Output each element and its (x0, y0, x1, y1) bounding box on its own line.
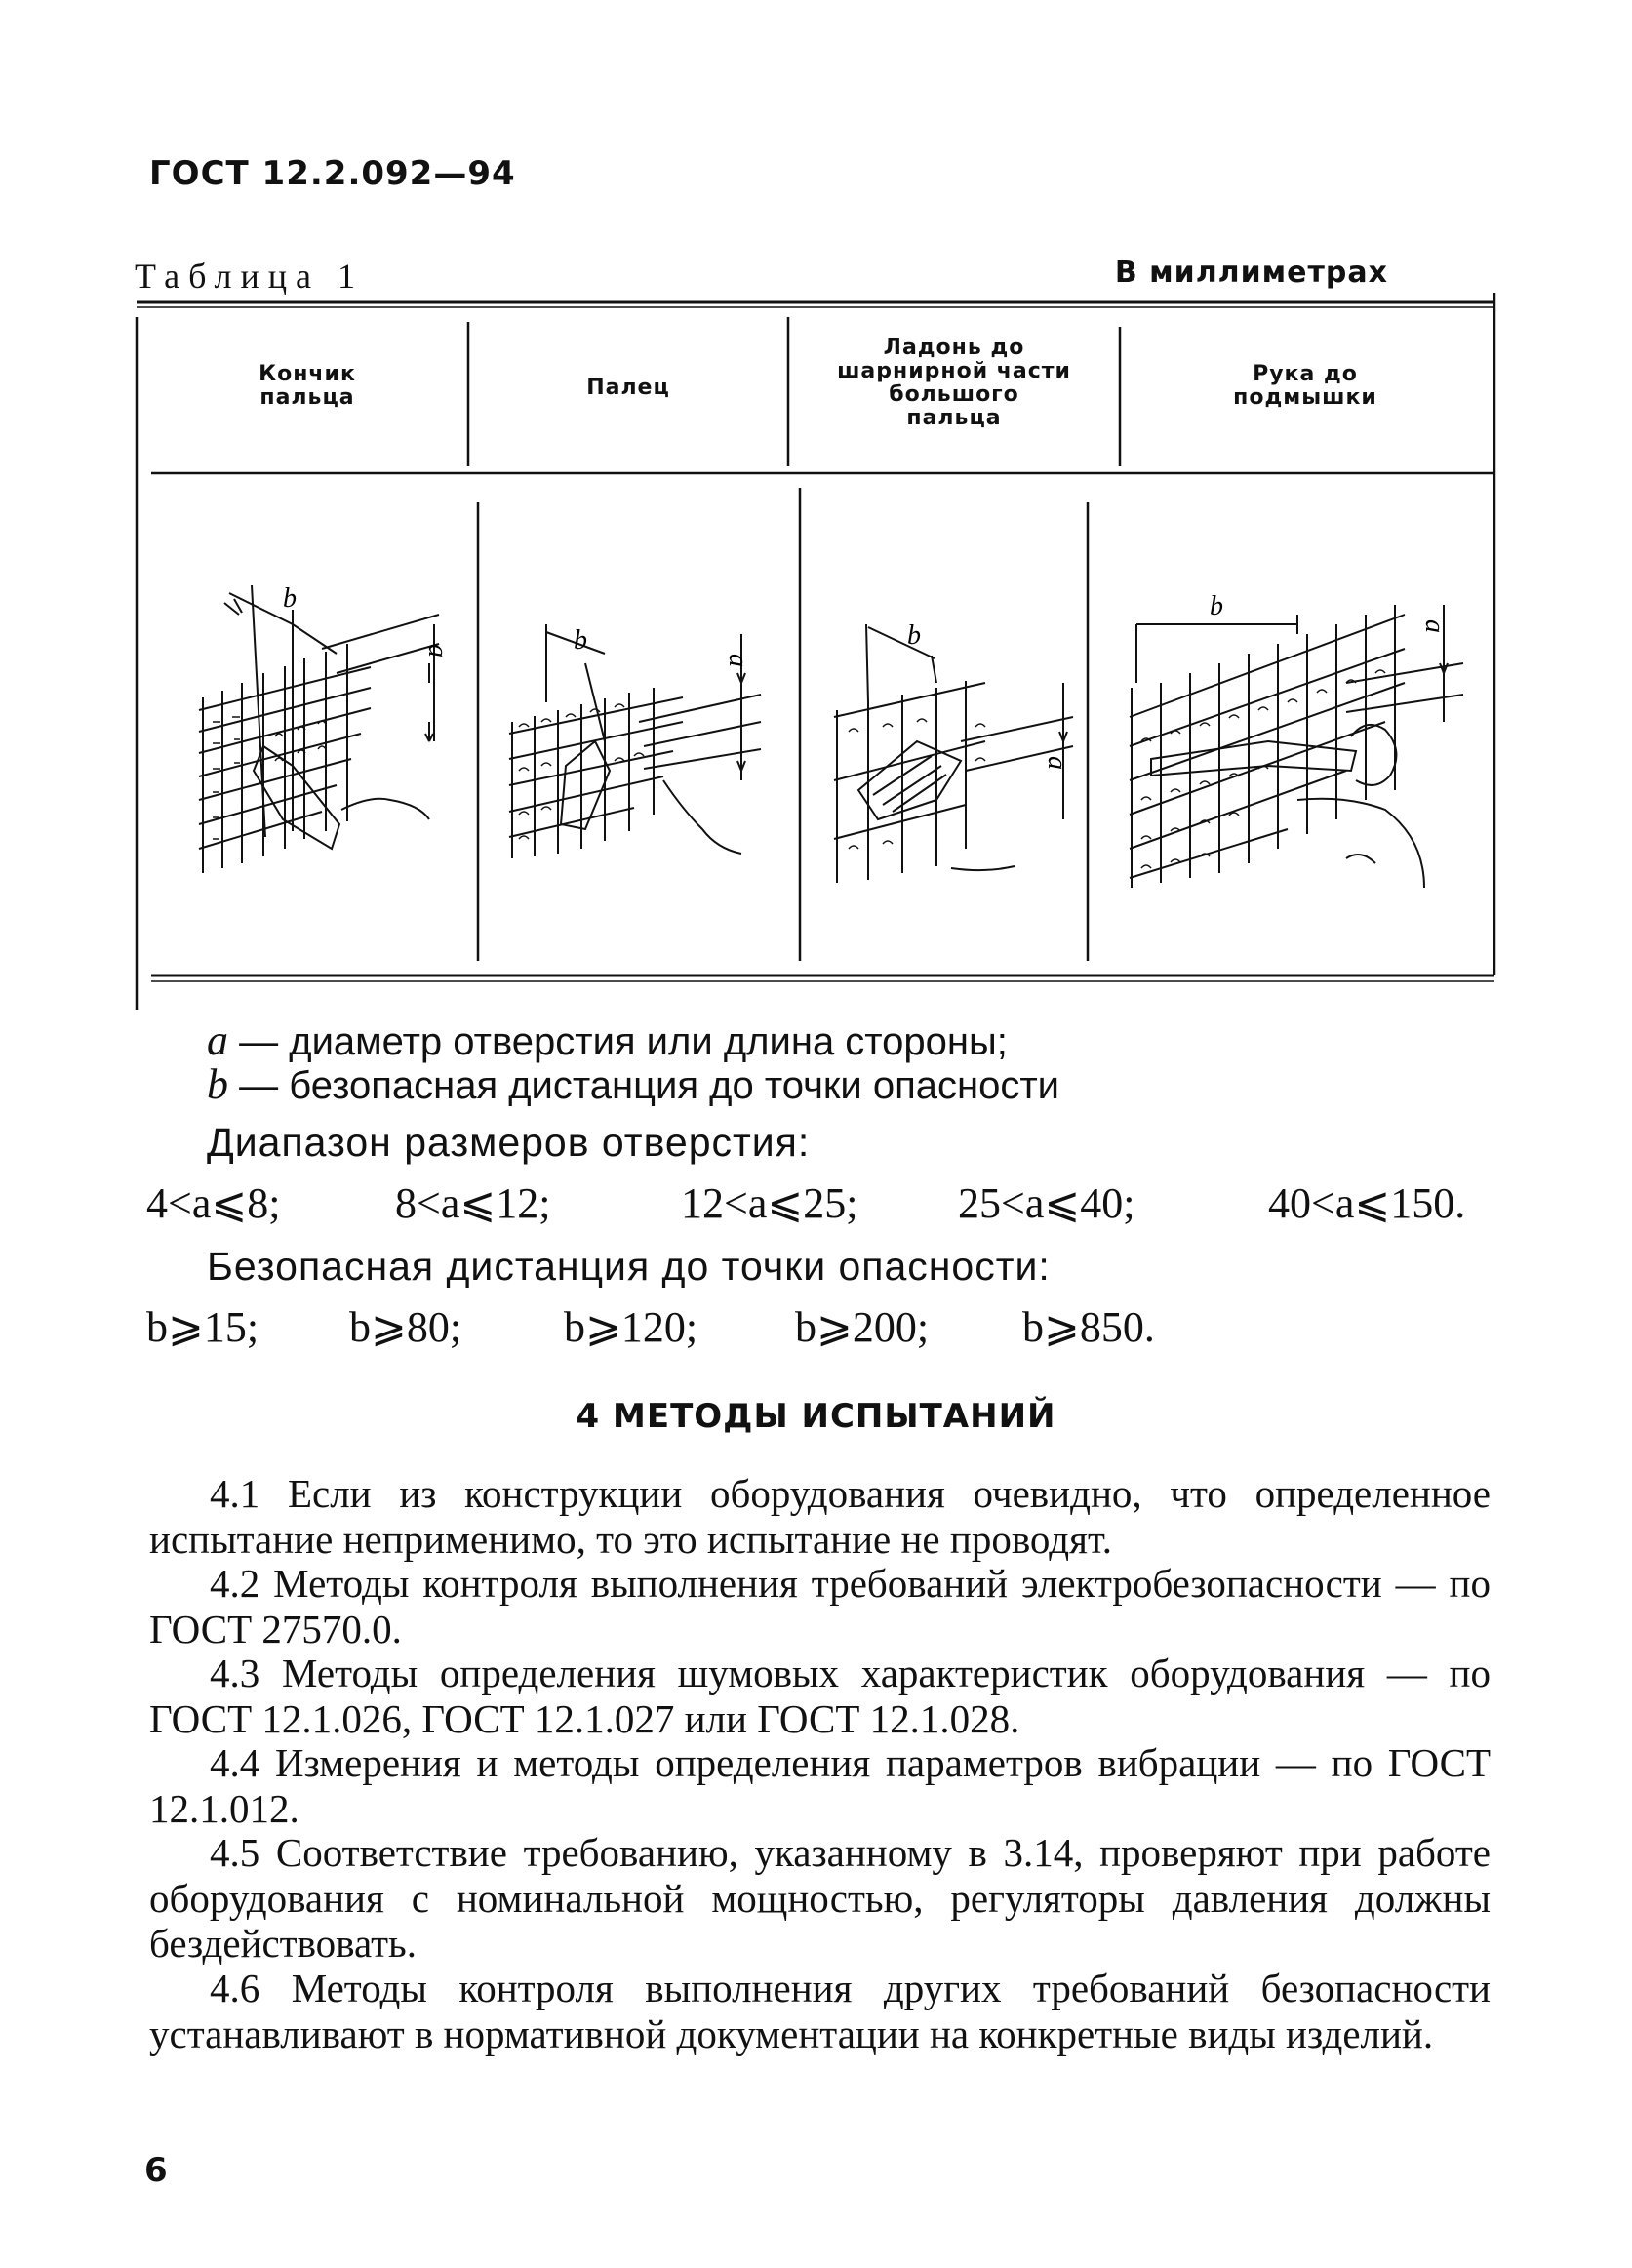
clause-4-3: 4.3 Методы определения шумовых характеристик оборудования — по ГОСТ 12.1.026, ГОСТ 12.1.027 или ГОСТ 12.1.028. (149, 1651, 1491, 1741)
distance-range-title: Безопасная дистанция до точки опасности: (207, 1244, 1051, 1289)
dimension-label-b: b (1210, 591, 1223, 621)
column-header-arm: Рука до подмышки (1233, 362, 1377, 410)
dimension-label-a: a (723, 654, 753, 667)
dimension-label-b: b (283, 583, 297, 614)
opening-range-title: Диапазон размеров отверстия: (207, 1120, 811, 1165)
section-heading: 4 МЕТОДЫ ИСПЫТАНИЙ (576, 1397, 1056, 1436)
column-header-finger: Палец (586, 376, 670, 400)
document-code: ГОСТ 12.2.092—94 (149, 154, 516, 193)
dimension-label-b: b (574, 625, 587, 656)
table-label: Таблица 1 (135, 257, 364, 296)
clause-4-6: 4.6 Методы контроля выполнения других требований безопасности устанавливают в нормативной документации на конкретные виды изделий. (149, 1966, 1491, 2056)
dimension-label-b: b (907, 620, 921, 651)
dimension-label-a: a (422, 644, 453, 657)
illustration-palm (834, 624, 1073, 883)
clause-4-1: 4.1 Если из конструкции оборудования очевидно, что определенное испытание неприменимо, то это испытание не проводят. (149, 1471, 1491, 1562)
units-label: В миллиметрах (1114, 256, 1388, 290)
illustration-fingertip (199, 585, 439, 873)
dimension-label-a: a (1042, 756, 1072, 770)
column-header-palm: Ладонь до шарнирной части большого пальца (837, 336, 1071, 430)
legend-item: b — безопасная дистанция до точки опасности (207, 1060, 1060, 1108)
dimension-label-a: a (1419, 619, 1450, 633)
column-header-fingertip: Кончик пальца (259, 362, 356, 410)
illustration-arm (1130, 605, 1463, 888)
legend-item: a — диаметр отверстия или длина стороны; (207, 1016, 1008, 1064)
table-grid (0, 0, 1632, 1015)
clause-4-4: 4.4 Измерения и методы определения параметров вибрации — по ГОСТ 12.1.012. (149, 1740, 1491, 1831)
clause-4-2: 4.2 Методы контроля выполнения требований электробезопасности — по ГОСТ 27570.0. (149, 1561, 1491, 1651)
page-number: 6 (144, 2151, 168, 2190)
clause-4-5: 4.5 Соответствие требованию, указанному в 3.14, проверяют при работе оборудования с номинальной мощностью, регуляторы давления должны бездействовать. (149, 1830, 1491, 1966)
